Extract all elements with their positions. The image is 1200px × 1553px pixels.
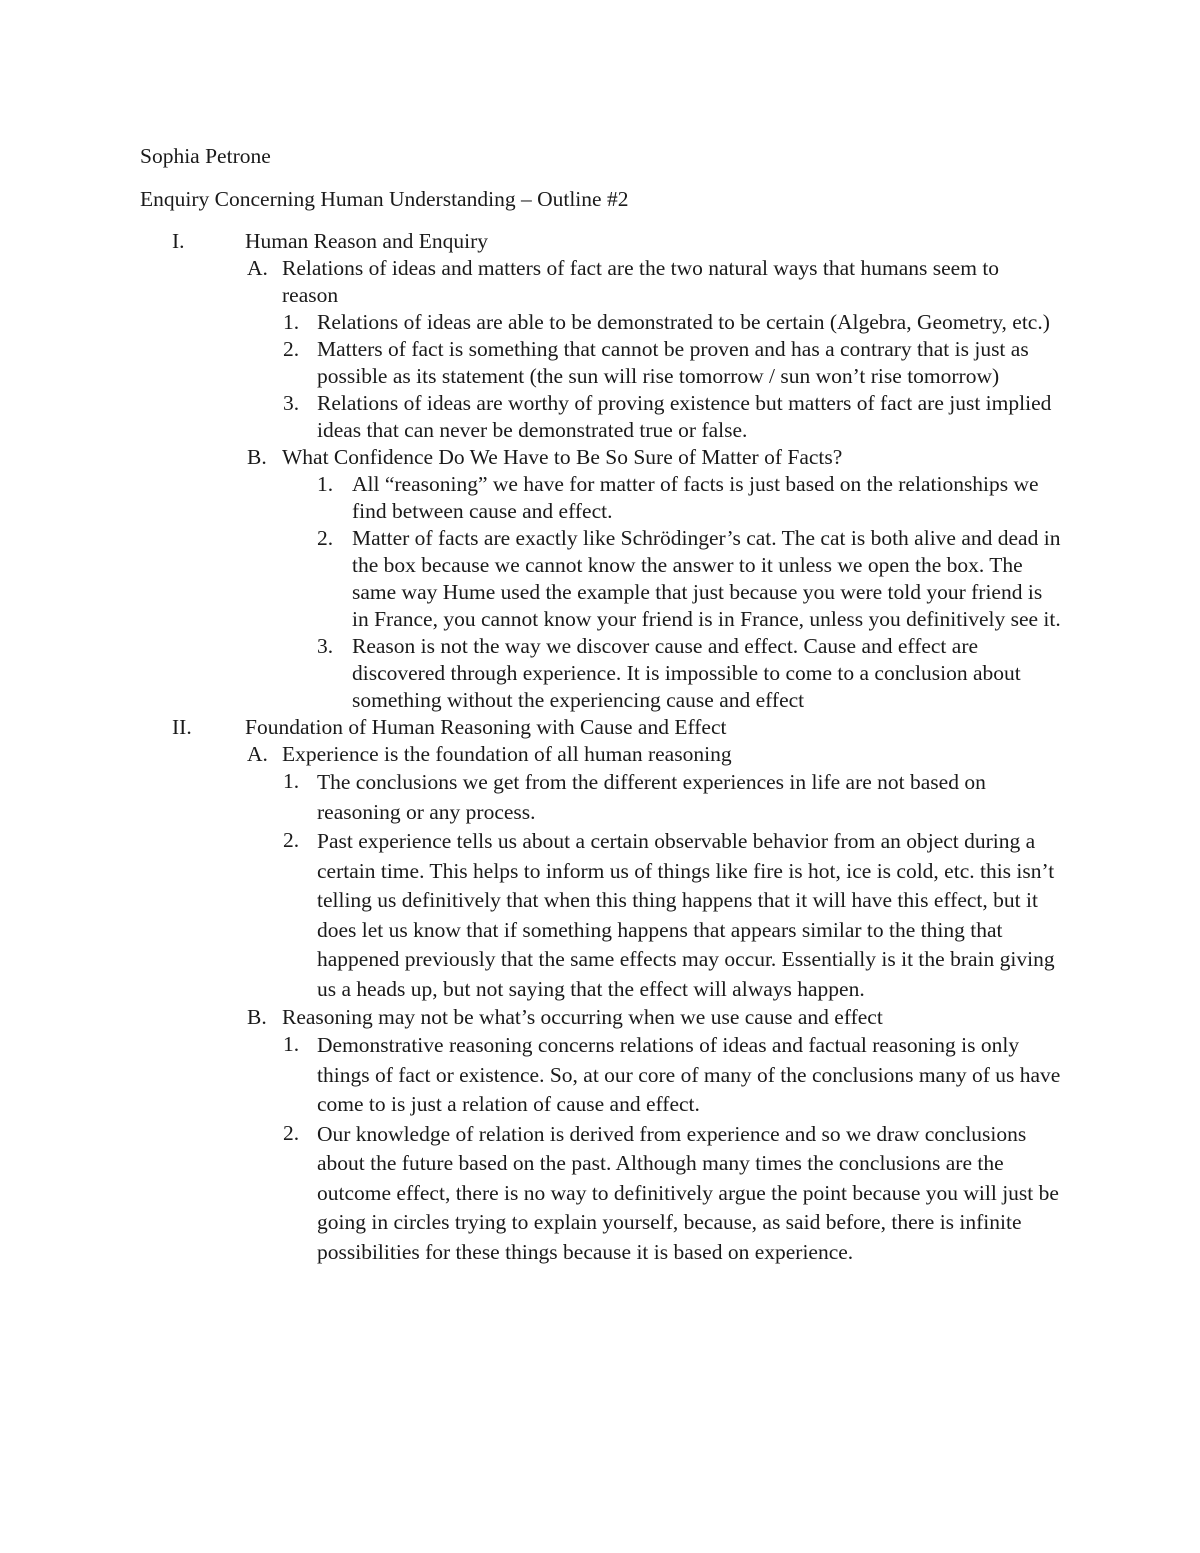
point-text: The conclusions we get from the different experiences in life are not based on reasoning or any process. — [317, 770, 986, 824]
subsection-item — [0, 741, 1200, 768]
subsection-item — [0, 255, 1200, 309]
point-text: Matters of fact is something that cannot be proven and has a contrary that is just as possible as its statement (the sun will rise tomorrow / sun won’t rise tomorrow) — [317, 337, 1029, 388]
point-item — [0, 525, 1200, 633]
point-number: 2. — [283, 1120, 300, 1145]
point-text: Relations of ideas are able to be demonstrated to be certain (Algebra, Geometry, etc.) — [317, 310, 1050, 334]
point-number: 3. — [317, 634, 334, 658]
section-heading-text: Foundation of Human Reasoning with Cause and Effect — [245, 715, 727, 739]
section-heading-text: Human Reason and Enquiry — [245, 229, 489, 253]
subsection-item — [0, 444, 1200, 471]
point-item — [0, 1031, 1200, 1120]
point-text: Reason is not the way we discover cause and effect. Cause and effect are discovered through experience. It is impossible to come to a conclusion about something without the experiencing cause and effect — [352, 634, 1021, 712]
point-number: 2. — [283, 337, 300, 361]
document-title: Enquiry Concerning Human Understanding – Outline #2 — [140, 187, 629, 211]
point-number: 1. — [283, 769, 300, 793]
subsection-text: What Confidence Do We Have to Be So Sure of Matter of Facts? — [282, 445, 843, 469]
point-item — [0, 390, 1200, 444]
subsection-letter: A. — [247, 742, 268, 766]
point-text: Our knowledge of relation is derived from experience and so we draw conclusions about the future based on the past. Although many times the conclusions are the outcome effect, there is no way to definitively argue the point because you will just be going in circles trying to explain yourself, because, as said before, there is infinite possibilities for these things because it is based on experience. — [317, 1121, 1059, 1264]
subsection-text: Reasoning may not be what’s occurring when we use cause and effect — [282, 1005, 883, 1029]
section-numeral: II. — [172, 715, 192, 739]
point-number: 3. — [283, 391, 300, 415]
point-item — [0, 827, 1200, 1004]
point-number: 1. — [317, 472, 334, 496]
subsection-item — [0, 1004, 1200, 1031]
point-item — [0, 1120, 1200, 1268]
point-item — [0, 309, 1200, 336]
subsection-letter: A. — [247, 256, 268, 280]
point-item — [0, 633, 1200, 714]
point-number: 2. — [317, 526, 334, 550]
point-text: Relations of ideas are worthy of proving existence but matters of fact are just implied ideas that can never be demonstrated true or false. — [317, 391, 1052, 442]
section-numeral: I. — [172, 229, 185, 253]
point-item — [0, 768, 1200, 827]
subsection-letter: B. — [247, 1005, 267, 1029]
outline — [0, 228, 1200, 1267]
point-text: Demonstrative reasoning concerns relations of ideas and factual reasoning is only things of fact or existence. So, at our core of many of the conclusions many of us have come to is just a relation of cause and effect. — [317, 1033, 1061, 1116]
point-number: 2. — [283, 828, 300, 852]
point-item — [0, 336, 1200, 390]
point-text: Matter of facts are exactly like Schrödinger’s cat. The cat is both alive and dead in the box because we cannot know the answer to it unless we open the box. The same way Hume used the example that just because you were told your friend is in France, you cannot know your friend is in France, unless you definitively see it. — [352, 526, 1061, 631]
point-item — [0, 471, 1200, 525]
point-number: 1. — [283, 310, 300, 334]
point-text: All “reasoning” we have for matter of facts is just based on the relationships we find between cause and effect. — [352, 472, 1039, 523]
section-heading — [0, 228, 1200, 255]
section-heading — [0, 714, 1200, 741]
author-name: Sophia Petrone — [140, 144, 271, 168]
subsection-text: Relations of ideas and matters of fact are the two natural ways that humans seem to reason — [282, 256, 1000, 307]
point-text: Past experience tells us about a certain observable behavior from an object during a certain time. This helps to inform us of things like fire is hot, ice is cold, etc. this isn’t telling us definitively that when this thing happens that it will have this effect, but it does let us know that if something happens that appears similar to the thing that happened previously that the same effects may occur. Essentially is it the brain giving us a heads up, but not saying that the effect will always happen. — [317, 829, 1055, 1001]
subsection-text: Experience is the foundation of all human reasoning — [282, 742, 732, 766]
point-number: 1. — [283, 1032, 300, 1056]
subsection-letter: B. — [247, 445, 267, 469]
